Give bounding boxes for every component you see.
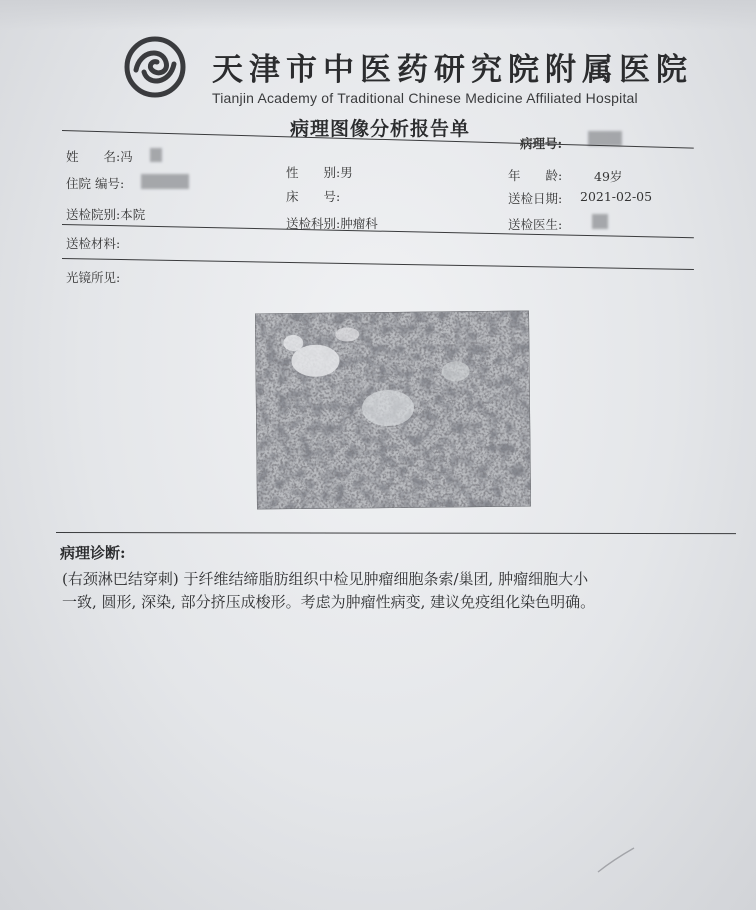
- submit-date-label: 送检日期:: [508, 191, 563, 206]
- hospital-name-en: Tianjin Academy of Traditional Chinese Medicine Affiliated Hospital: [212, 90, 638, 106]
- gender-field: 性 别:男: [286, 165, 353, 180]
- diagnosis-line-1: (右颈淋巴结穿刺) 于纤维结缔脂肪组织中检见肿瘤细胞条索/巢团, 肿瘤细胞大小: [62, 570, 589, 588]
- inpatient-no-redacted: [141, 174, 189, 189]
- diagnosis-text: [62, 568, 742, 614]
- material-rule: [62, 258, 694, 270]
- inpatient-no-label: 住院 编号:: [66, 176, 125, 191]
- submit-doctor-redacted: [592, 214, 608, 229]
- submit-doctor-label: 送检医生:: [508, 217, 563, 232]
- name-label: 姓 名:冯: [66, 149, 133, 164]
- name-redacted: [150, 148, 162, 162]
- report-title: 病理图像分析报告单: [290, 118, 471, 140]
- diagnosis-title: 病理诊断:: [60, 544, 126, 562]
- hospital-logo-icon: [122, 36, 188, 98]
- submit-dept-field: 送检科别:肿瘤科: [286, 216, 378, 231]
- pathology-no-redacted: [588, 131, 622, 146]
- hospital-name-cn: 天津市中医药研究院附属医院: [212, 52, 693, 88]
- microscopy-label: 光镜所见:: [66, 270, 121, 285]
- microscopy-image: [255, 311, 531, 510]
- age-value: 49岁: [594, 169, 623, 184]
- bed-label: 床 号:: [286, 189, 341, 204]
- material-label: 送检材料:: [66, 236, 121, 251]
- paper-shadow: [0, 0, 756, 30]
- diagnosis-rule: [56, 532, 736, 535]
- submit-hospital-field: 送检院别:本院: [66, 207, 146, 222]
- submit-date-value: 2021-02-05: [580, 189, 653, 204]
- age-label: 年 龄:: [508, 168, 563, 183]
- pen-mark: [596, 846, 636, 876]
- diagnosis-line-2: 一致, 圆形, 深染, 部分挤压成梭形。考虑为肿瘤性病变, 建议免疫组化染色明确。: [62, 593, 596, 611]
